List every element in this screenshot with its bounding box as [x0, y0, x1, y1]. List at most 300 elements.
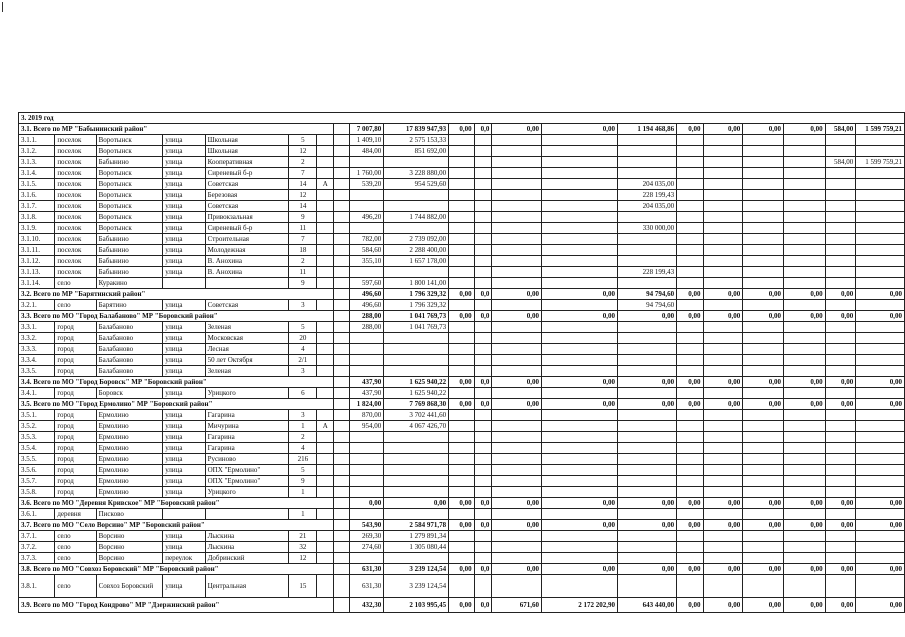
value-cell-f	[677, 388, 703, 399]
settlement-name: Бабынино	[96, 267, 163, 278]
value-cell-j	[825, 487, 856, 498]
settlement-type: поселок	[55, 157, 96, 168]
settlement-type: город	[55, 355, 96, 366]
value-cell-f	[677, 190, 703, 201]
value-cell-e	[618, 443, 677, 454]
value-cell-k	[856, 476, 905, 487]
value-cell-a	[449, 223, 475, 234]
table-row	[19, 267, 905, 278]
value-cell-h	[743, 487, 784, 498]
table-row	[19, 322, 905, 333]
value-cell-d	[541, 366, 617, 377]
value-cell-d	[541, 476, 617, 487]
subtotal-row	[19, 520, 905, 531]
settlement-name: Балабаново	[96, 333, 163, 344]
value-cell-i	[783, 553, 825, 564]
area-value	[350, 223, 384, 234]
house-letter	[317, 212, 334, 223]
value-cell-i	[783, 487, 825, 498]
value-cell-h: 0,00	[743, 564, 784, 575]
blank-cell	[334, 135, 350, 146]
table-row	[19, 553, 905, 564]
value-cell-k	[856, 201, 905, 212]
cost-value: 1 305 080,44	[384, 542, 449, 553]
settlement-name: Воротынск	[96, 179, 163, 190]
blank-cell	[334, 322, 350, 333]
value-cell-g	[703, 344, 743, 355]
value-cell-b	[474, 322, 492, 333]
value-cell-e	[618, 553, 677, 564]
street-type: улица	[163, 465, 205, 476]
value-cell-g: 0,00	[703, 311, 743, 322]
value-cell-e	[618, 355, 677, 366]
settlement-name: Балабаново	[96, 366, 163, 377]
street-name: Лыскина	[205, 531, 289, 542]
street-name: Привокзальная	[205, 212, 289, 223]
housing-program-table	[18, 112, 905, 613]
value-cell-k	[856, 509, 905, 520]
value-cell-k	[856, 245, 905, 256]
area-value: 7 007,80	[350, 124, 384, 135]
area-value	[350, 443, 384, 454]
value-cell-e: 0,00	[618, 399, 677, 410]
settlement-name: Писково	[96, 509, 163, 520]
house-number: 14	[289, 179, 317, 190]
value-cell-j	[825, 553, 856, 564]
row-number: 3.1.2.	[19, 146, 55, 157]
settlement-type: поселок	[55, 212, 96, 223]
house-number: 12	[289, 553, 317, 564]
value-cell-e	[618, 135, 677, 146]
street-name: Гагарина	[205, 443, 289, 454]
blank-cell	[334, 388, 350, 399]
house-number: 32	[289, 542, 317, 553]
street-name: Московская	[205, 333, 289, 344]
street-name: ОПХ "Ермолино"	[205, 465, 289, 476]
value-cell-c	[492, 300, 542, 311]
street-type: улица	[163, 267, 205, 278]
house-number: 7	[289, 234, 317, 245]
value-cell-d: 0,00	[541, 399, 617, 410]
value-cell-i	[783, 333, 825, 344]
table-row	[19, 355, 905, 366]
area-value	[350, 333, 384, 344]
value-cell-j	[825, 531, 856, 542]
cost-value	[384, 465, 449, 476]
value-cell-g	[703, 388, 743, 399]
value-cell-k	[856, 267, 905, 278]
street-name: ОПХ "Ермолино"	[205, 476, 289, 487]
value-cell-i	[783, 223, 825, 234]
value-cell-d	[541, 300, 617, 311]
settlement-name: Воротынск	[96, 168, 163, 179]
house-number: 9	[289, 278, 317, 289]
value-cell-c	[492, 223, 542, 234]
value-cell-k	[856, 179, 905, 190]
area-value: 1 760,00	[350, 168, 384, 179]
area-value	[350, 487, 384, 498]
value-cell-b	[474, 454, 492, 465]
value-cell-j	[825, 476, 856, 487]
value-cell-d	[541, 212, 617, 223]
value-cell-a: 0,00	[449, 520, 475, 531]
value-cell-b: 0,0	[474, 377, 492, 388]
settlement-name: Ермолино	[96, 476, 163, 487]
value-cell-f	[677, 245, 703, 256]
house-letter: А	[317, 179, 334, 190]
value-cell-a	[449, 531, 475, 542]
settlement-name: Ворсино	[96, 553, 163, 564]
house-letter	[317, 432, 334, 443]
cost-value: 1 625 940,22	[384, 388, 449, 399]
house-letter	[317, 410, 334, 421]
street-type: улица	[163, 487, 205, 498]
blank-cell	[334, 146, 350, 157]
value-cell-f: 0,00	[677, 399, 703, 410]
value-cell-e: 1 194 468,86	[618, 124, 677, 135]
value-cell-h	[743, 146, 784, 157]
value-cell-e: 228 199,43	[618, 190, 677, 201]
value-cell-c	[492, 267, 542, 278]
value-cell-c	[492, 366, 542, 377]
value-cell-a: 0,00	[449, 498, 475, 509]
area-value	[350, 454, 384, 465]
settlement-type: поселок	[55, 146, 96, 157]
value-cell-b	[474, 443, 492, 454]
value-cell-c	[492, 344, 542, 355]
cost-value: 17 839 947,93	[384, 124, 449, 135]
value-cell-e	[618, 333, 677, 344]
value-cell-g	[703, 245, 743, 256]
street-name: Советская	[205, 179, 289, 190]
value-cell-b	[474, 234, 492, 245]
value-cell-c	[492, 531, 542, 542]
cost-value: 1 279 891,34	[384, 531, 449, 542]
value-cell-h: 0,00	[743, 377, 784, 388]
value-cell-h	[743, 300, 784, 311]
street-name: В. Анохина	[205, 267, 289, 278]
house-letter	[317, 146, 334, 157]
value-cell-g	[703, 454, 743, 465]
house-letter	[317, 267, 334, 278]
value-cell-e	[618, 366, 677, 377]
house-letter	[317, 245, 334, 256]
street-type: улица	[163, 179, 205, 190]
value-cell-g: 0,00	[703, 598, 743, 613]
value-cell-f	[677, 432, 703, 443]
value-cell-d: 0,00	[541, 520, 617, 531]
settlement-name: Ермолино	[96, 410, 163, 421]
value-cell-b	[474, 201, 492, 212]
subtotal-label: 3.4. Всего по МО "Город Боровск" МР "Боровский район"	[19, 377, 334, 388]
value-cell-k	[856, 333, 905, 344]
blank-cell	[334, 465, 350, 476]
section-title: 3. 2019 год	[19, 113, 905, 124]
blank-cell	[334, 179, 350, 190]
area-value: 782,00	[350, 234, 384, 245]
value-cell-c	[492, 542, 542, 553]
settlement-name: Воротынск	[96, 212, 163, 223]
value-cell-f	[677, 366, 703, 377]
value-cell-d	[541, 388, 617, 399]
value-cell-j	[825, 355, 856, 366]
street-type: улица	[163, 443, 205, 454]
area-value: 288,00	[350, 311, 384, 322]
row-number: 3.3.5.	[19, 366, 55, 377]
table-row	[19, 223, 905, 234]
value-cell-b	[474, 190, 492, 201]
value-cell-b: 0,0	[474, 564, 492, 575]
value-cell-c	[492, 443, 542, 454]
value-cell-g	[703, 432, 743, 443]
value-cell-k	[856, 146, 905, 157]
cost-value: 954 529,60	[384, 179, 449, 190]
value-cell-a	[449, 487, 475, 498]
blank-cell	[334, 531, 350, 542]
house-letter	[317, 223, 334, 234]
house-letter	[317, 135, 334, 146]
row-number: 3.1.13.	[19, 267, 55, 278]
value-cell-i: 0,00	[783, 377, 825, 388]
value-cell-g	[703, 355, 743, 366]
settlement-type: город	[55, 476, 96, 487]
value-cell-g: 0,00	[703, 399, 743, 410]
house-number: 9	[289, 212, 317, 223]
cost-value: 1 625 940,22	[384, 377, 449, 388]
blank-cell	[334, 454, 350, 465]
area-value	[350, 344, 384, 355]
value-cell-e	[618, 476, 677, 487]
value-cell-i	[783, 355, 825, 366]
table-row	[19, 212, 905, 223]
street-type: улица	[163, 366, 205, 377]
value-cell-c	[492, 476, 542, 487]
value-cell-d	[541, 542, 617, 553]
value-cell-e	[618, 146, 677, 157]
street-type: переулок	[163, 553, 205, 564]
value-cell-a	[449, 575, 475, 598]
blank-cell	[334, 212, 350, 223]
value-cell-d: 0,00	[541, 564, 617, 575]
street-name: Сиреневый б-р	[205, 223, 289, 234]
street-type: улица	[163, 355, 205, 366]
value-cell-c	[492, 553, 542, 564]
value-cell-g	[703, 421, 743, 432]
settlement-type: поселок	[55, 256, 96, 267]
value-cell-d	[541, 278, 617, 289]
value-cell-f	[677, 553, 703, 564]
value-cell-b	[474, 168, 492, 179]
value-cell-a	[449, 333, 475, 344]
table-row	[19, 432, 905, 443]
blank-cell	[334, 377, 350, 388]
value-cell-e: 0,00	[618, 377, 677, 388]
value-cell-e	[618, 432, 677, 443]
cost-value: 0,00	[384, 498, 449, 509]
value-cell-d	[541, 234, 617, 245]
value-cell-k	[856, 575, 905, 598]
value-cell-d	[541, 179, 617, 190]
row-number: 3.3.3.	[19, 344, 55, 355]
value-cell-j: 0,00	[825, 399, 856, 410]
value-cell-c	[492, 322, 542, 333]
value-cell-g	[703, 553, 743, 564]
table-row	[19, 179, 905, 190]
value-cell-k: 0,00	[856, 311, 905, 322]
value-cell-b: 0,0	[474, 311, 492, 322]
subtotal-row	[19, 289, 905, 300]
value-cell-c: 0,00	[492, 399, 542, 410]
value-cell-d: 0,00	[541, 289, 617, 300]
value-cell-j: 584,00	[825, 124, 856, 135]
value-cell-b	[474, 421, 492, 432]
cost-value: 1 796 329,32	[384, 289, 449, 300]
value-cell-c: 0,00	[492, 124, 542, 135]
row-number: 3.5.1.	[19, 410, 55, 421]
value-cell-c: 0,00	[492, 498, 542, 509]
value-cell-i	[783, 542, 825, 553]
value-cell-j: 0,00	[825, 564, 856, 575]
value-cell-i: 0,00	[783, 564, 825, 575]
street-name: Березовая	[205, 190, 289, 201]
value-cell-f	[677, 355, 703, 366]
value-cell-k: 1 599 759,21	[856, 124, 905, 135]
subtotal-row	[19, 311, 905, 322]
value-cell-a	[449, 410, 475, 421]
value-cell-h	[743, 212, 784, 223]
row-number: 3.1.4.	[19, 168, 55, 179]
settlement-name: Воротынск	[96, 223, 163, 234]
value-cell-i	[783, 168, 825, 179]
value-cell-c	[492, 410, 542, 421]
value-cell-f: 0,00	[677, 311, 703, 322]
value-cell-g	[703, 234, 743, 245]
street-type: улица	[163, 212, 205, 223]
cost-value	[384, 366, 449, 377]
value-cell-d	[541, 190, 617, 201]
settlement-type: город	[55, 344, 96, 355]
value-cell-j	[825, 388, 856, 399]
value-cell-b	[474, 542, 492, 553]
street-name: Строительная	[205, 234, 289, 245]
house-letter	[317, 509, 334, 520]
house-number: 1	[289, 487, 317, 498]
value-cell-d: 0,00	[541, 124, 617, 135]
cost-value	[384, 190, 449, 201]
area-value: 954,00	[350, 421, 384, 432]
value-cell-i	[783, 366, 825, 377]
value-cell-f	[677, 410, 703, 421]
value-cell-d	[541, 157, 617, 168]
value-cell-k: 0,00	[856, 598, 905, 613]
cost-value: 2 739 092,00	[384, 234, 449, 245]
area-value: 437,90	[350, 377, 384, 388]
row-number: 3.3.4.	[19, 355, 55, 366]
street-type: улица	[163, 421, 205, 432]
value-cell-h: 0,00	[743, 289, 784, 300]
subtotal-label: 3.6. Всего по МО "Деревня Кривское" МР "Боровский район"	[19, 498, 334, 509]
value-cell-i	[783, 201, 825, 212]
area-value	[350, 366, 384, 377]
house-letter	[317, 157, 334, 168]
value-cell-b	[474, 146, 492, 157]
area-value	[350, 553, 384, 564]
value-cell-j	[825, 179, 856, 190]
value-cell-e: 0,00	[618, 498, 677, 509]
street-type: улица	[163, 223, 205, 234]
settlement-name: Воротынск	[96, 190, 163, 201]
house-letter	[317, 234, 334, 245]
street-type: улица	[163, 476, 205, 487]
value-cell-j	[825, 542, 856, 553]
cost-value: 2 288 400,00	[384, 245, 449, 256]
table-row	[19, 465, 905, 476]
value-cell-b: 0,0	[474, 289, 492, 300]
street-name: 50 лет Октября	[205, 355, 289, 366]
value-cell-f	[677, 256, 703, 267]
value-cell-b	[474, 487, 492, 498]
value-cell-k: 1 599 759,21	[856, 157, 905, 168]
value-cell-i: 0,00	[783, 124, 825, 135]
value-cell-e: 204 035,00	[618, 179, 677, 190]
blank-cell	[334, 542, 350, 553]
value-cell-e	[618, 234, 677, 245]
value-cell-j	[825, 212, 856, 223]
value-cell-a	[449, 256, 475, 267]
value-cell-f	[677, 575, 703, 598]
street-name: Школьная	[205, 146, 289, 157]
value-cell-f	[677, 476, 703, 487]
cost-value: 851 692,00	[384, 146, 449, 157]
row-number: 3.3.1.	[19, 322, 55, 333]
settlement-type: село	[55, 575, 96, 598]
value-cell-a	[449, 267, 475, 278]
cost-value: 1 657 178,00	[384, 256, 449, 267]
house-number: 18	[289, 245, 317, 256]
value-cell-g: 0,00	[703, 377, 743, 388]
table-row	[19, 135, 905, 146]
settlement-type: поселок	[55, 245, 96, 256]
value-cell-i	[783, 212, 825, 223]
house-number: 4	[289, 443, 317, 454]
value-cell-e: 94 794,60	[618, 289, 677, 300]
value-cell-f: 0,00	[677, 377, 703, 388]
value-cell-f	[677, 542, 703, 553]
value-cell-f	[677, 333, 703, 344]
value-cell-e	[618, 531, 677, 542]
street-name: Мичурина	[205, 421, 289, 432]
value-cell-e	[618, 256, 677, 267]
value-cell-i	[783, 410, 825, 421]
value-cell-f: 0,00	[677, 289, 703, 300]
blank-cell	[334, 223, 350, 234]
house-letter	[317, 344, 334, 355]
value-cell-b: 0,0	[474, 520, 492, 531]
settlement-name: Ермолино	[96, 421, 163, 432]
table-row	[19, 300, 905, 311]
settlement-name: Ермолино	[96, 454, 163, 465]
street-name: Сиреневый б-р	[205, 168, 289, 179]
settlement-type: город	[55, 421, 96, 432]
value-cell-d	[541, 553, 617, 564]
value-cell-i	[783, 267, 825, 278]
value-cell-c	[492, 201, 542, 212]
value-cell-f	[677, 465, 703, 476]
value-cell-f	[677, 135, 703, 146]
subtotal-row	[19, 377, 905, 388]
value-cell-j	[825, 300, 856, 311]
value-cell-b	[474, 333, 492, 344]
